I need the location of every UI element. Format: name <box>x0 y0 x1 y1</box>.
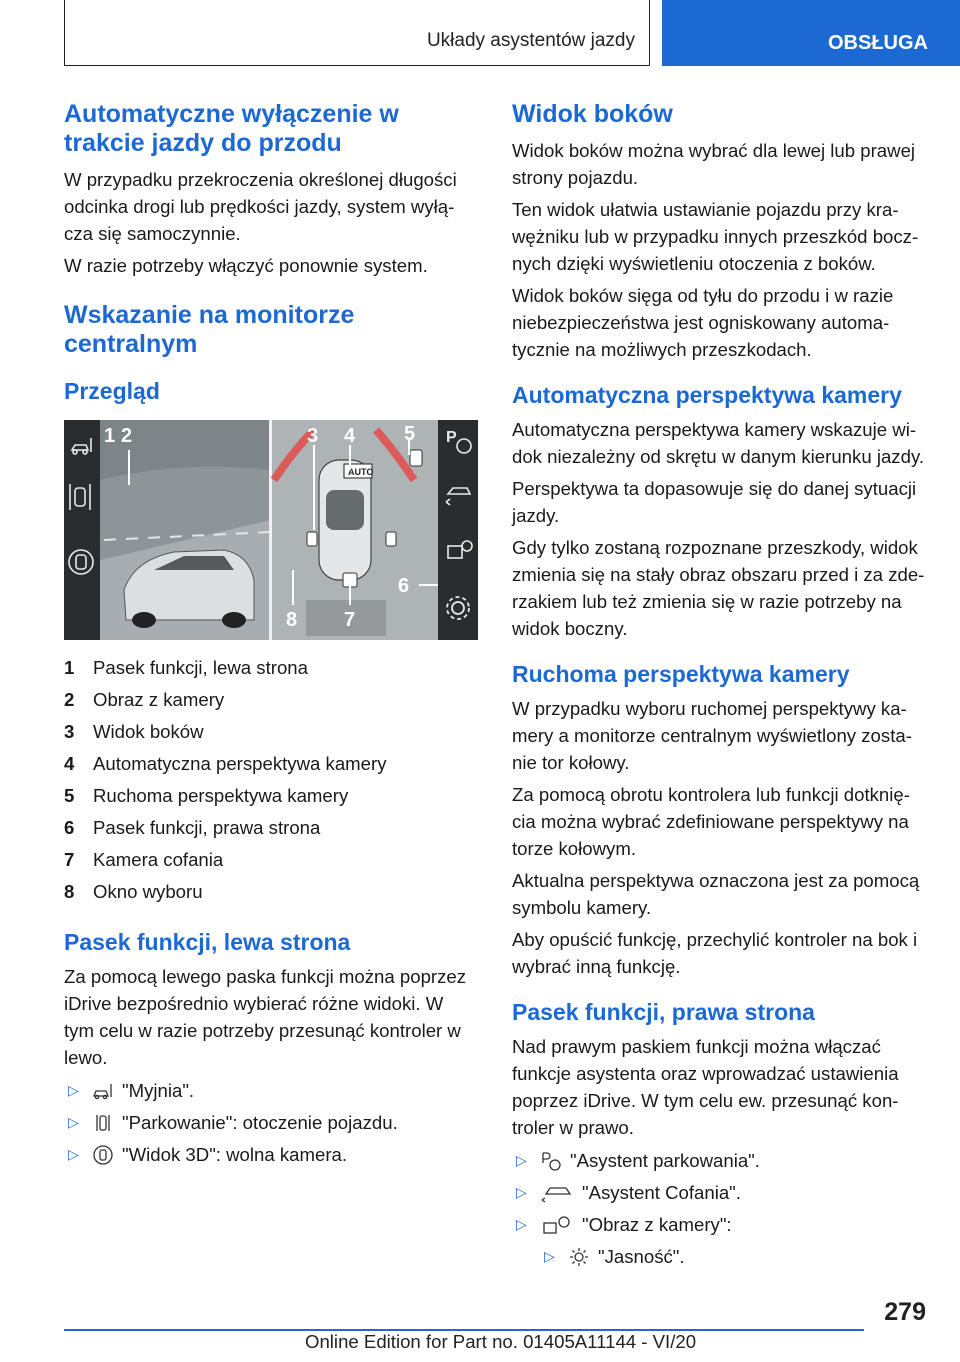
right-bar-options <box>512 1147 930 1238</box>
paragraph: Aktualna perspektywa oznaczona jest za pomocą symbolu kamery. <box>512 870 920 918</box>
heading-moving-perspective: Ruchoma perspektywa kamery <box>512 661 850 687</box>
legend-item: 6 Pasek funkcji, prawa strona <box>64 817 321 838</box>
left-bar-options <box>64 1077 478 1168</box>
right-column <box>512 100 930 1275</box>
paragraph: Perspektywa ta dopasowuje się do danej sytuacji jazdy. <box>512 478 917 526</box>
legend-item: 7 Kamera cofania <box>64 849 224 870</box>
legend-item: 3 Widok boków <box>64 721 204 742</box>
heading-right-bar: Pasek funkcji, prawa strona <box>512 999 815 1025</box>
paragraph: Ten widok ułatwia ustawianie pojazdu przy kra‐wężniku lub w przypadku innych przeszkód bocz‐nych dzięki wyświetleniu otoczenia z boków. <box>512 199 919 274</box>
paragraph: Za pomocą obrotu kontrolera lub funkcji dotknię‐cia można wybrać zdefiniowane perspektywy na torze kołowym. <box>512 784 910 859</box>
camera-display-figure <box>64 420 478 640</box>
left-column <box>64 100 478 1173</box>
paragraph: Widok boków sięga od tyłu do przodu i w razie niebezpieczeństwa jest ogniskowany automa‐tycznie na możliwych przeszkodach. <box>512 285 894 360</box>
bullet-triangle-icon: ▷ <box>544 1248 555 1264</box>
car-wash-icon <box>92 1080 114 1102</box>
heading-central-display: Wskazanie na monitorze centralnym <box>64 301 355 358</box>
auto-camera-label: AUTO <box>348 467 374 477</box>
paragraph: Za pomocą lewego paska funkcji można poprzez iDrive bezpośrednio wybierać różne widoki. W tym celu w razie potrzeby przesunąć kontroler w lewo. <box>64 966 467 1068</box>
paragraph: Aby opuścić funkcję, przechylić kontroler na bok i wybrać inną funkcję. <box>512 929 918 977</box>
callout-number: 7 <box>344 609 356 631</box>
callout-number: 5 <box>404 423 416 445</box>
list-item: ▷ "Obraz z kamery": <box>512 1211 930 1238</box>
camera-display-illustration <box>64 420 478 640</box>
legend-item: 4 Automatyczna perspektywa kamery <box>64 753 387 774</box>
edition-footer: Online Edition for Part no. 01405A11144 - VI/20 <box>305 1331 697 1352</box>
bullet-triangle-icon: ▷ <box>516 1184 527 1200</box>
callout-number: 8 <box>286 609 298 631</box>
bullet-triangle-icon: ▷ <box>68 1146 79 1162</box>
callout-number: 6 <box>398 575 410 597</box>
paragraph: Widok boków można wybrać dla lewej lub prawej strony pojazdu. <box>512 140 916 188</box>
camera-image-icon <box>540 1214 574 1236</box>
list-item: ▷ "Parkowanie": otoczenie pojazdu. <box>64 1109 478 1136</box>
list-item: ▷ "Myjnia". <box>64 1077 478 1104</box>
heading-overview: Przegląd <box>64 378 160 404</box>
reverse-assistant-icon <box>540 1182 574 1204</box>
camera-image-options <box>540 1243 930 1270</box>
bullet-triangle-icon: ▷ <box>516 1216 527 1232</box>
list-item: ▷ "Asystent parkowania". <box>512 1147 930 1174</box>
legend-item: 2 Obraz z kamery <box>64 689 225 710</box>
heading-left-bar: Pasek funkcji, lewa strona <box>64 929 351 955</box>
bullet-triangle-icon: ▷ <box>68 1114 79 1130</box>
paragraph: W przypadku przekroczenia określonej długości odcinka drogi lub prędkości jazdy, system wyłą‐cza się samoczynnie. <box>64 169 457 244</box>
callout-number: 1 <box>104 425 116 447</box>
bullet-triangle-icon: ▷ <box>516 1152 527 1168</box>
right-function-bar <box>438 420 478 640</box>
paragraph: W razie potrzeby włączyć ponownie system. <box>64 255 428 276</box>
parking-icon <box>92 1112 114 1134</box>
view-3d-icon <box>92 1144 114 1166</box>
heading-auto-perspective: Automatyczna perspektywa kamery <box>512 382 902 408</box>
legend-item: 5 Ruchoma perspektywa kamery <box>64 785 349 806</box>
bullet-triangle-icon: ▷ <box>68 1082 79 1098</box>
heading-auto-off: Automatyczne wyłączenie w trakcie jazdy do przodu <box>64 100 399 157</box>
paragraph: Automatyczna perspektywa kamery wskazuje wi‐dok niezależny od skrętu w danym kierunku jazdy. <box>512 419 925 467</box>
legend-item: 1 Pasek funkcji, lewa strona <box>64 657 308 678</box>
running-header <box>64 0 650 66</box>
parking-assistant-icon <box>540 1150 562 1172</box>
paragraph: Gdy tylko zostaną rozpoznane przeszkody, widok zmienia się na stały obraz obszaru przed i za zde‐rzakiem lub też zmienia się w razie potrzeby na widok boczny. <box>512 537 925 639</box>
list-item: ▷ "Jasność". <box>540 1243 930 1270</box>
paragraph: W przypadku wyboru ruchomej perspektywy ka‐mery a monitorze centralnym wyświetlony zosta‐nie tor kołowy. <box>512 698 912 773</box>
header-section-title: Układy asystentów jazdy <box>426 30 635 51</box>
callout-number: 4 <box>344 425 356 447</box>
left-function-bar <box>64 420 100 640</box>
list-item: ▷ "Widok 3D": wolna kamera. <box>64 1141 478 1168</box>
figure-legend <box>64 652 478 908</box>
callout-number: 3 <box>307 425 319 447</box>
header-chapter-tab: OBSŁUGA <box>662 0 960 66</box>
brightness-icon <box>568 1246 590 1268</box>
paragraph: Nad prawym paskiem funkcji można włączać funkcje asystenta oraz wprowadzać ustawienia poprzez iDrive. W tym celu ew. przesunąć kon‐troler w prawo. <box>512 1036 899 1138</box>
page-number: 279 <box>884 1298 926 1326</box>
list-item: ▷ "Asystent Cofania". <box>512 1179 930 1206</box>
callout-number: 2 <box>121 425 133 447</box>
heading-side-view: Widok boków <box>512 100 673 128</box>
svg-text:P: P <box>446 429 457 446</box>
legend-item: 8 Okno wyboru <box>64 881 203 902</box>
